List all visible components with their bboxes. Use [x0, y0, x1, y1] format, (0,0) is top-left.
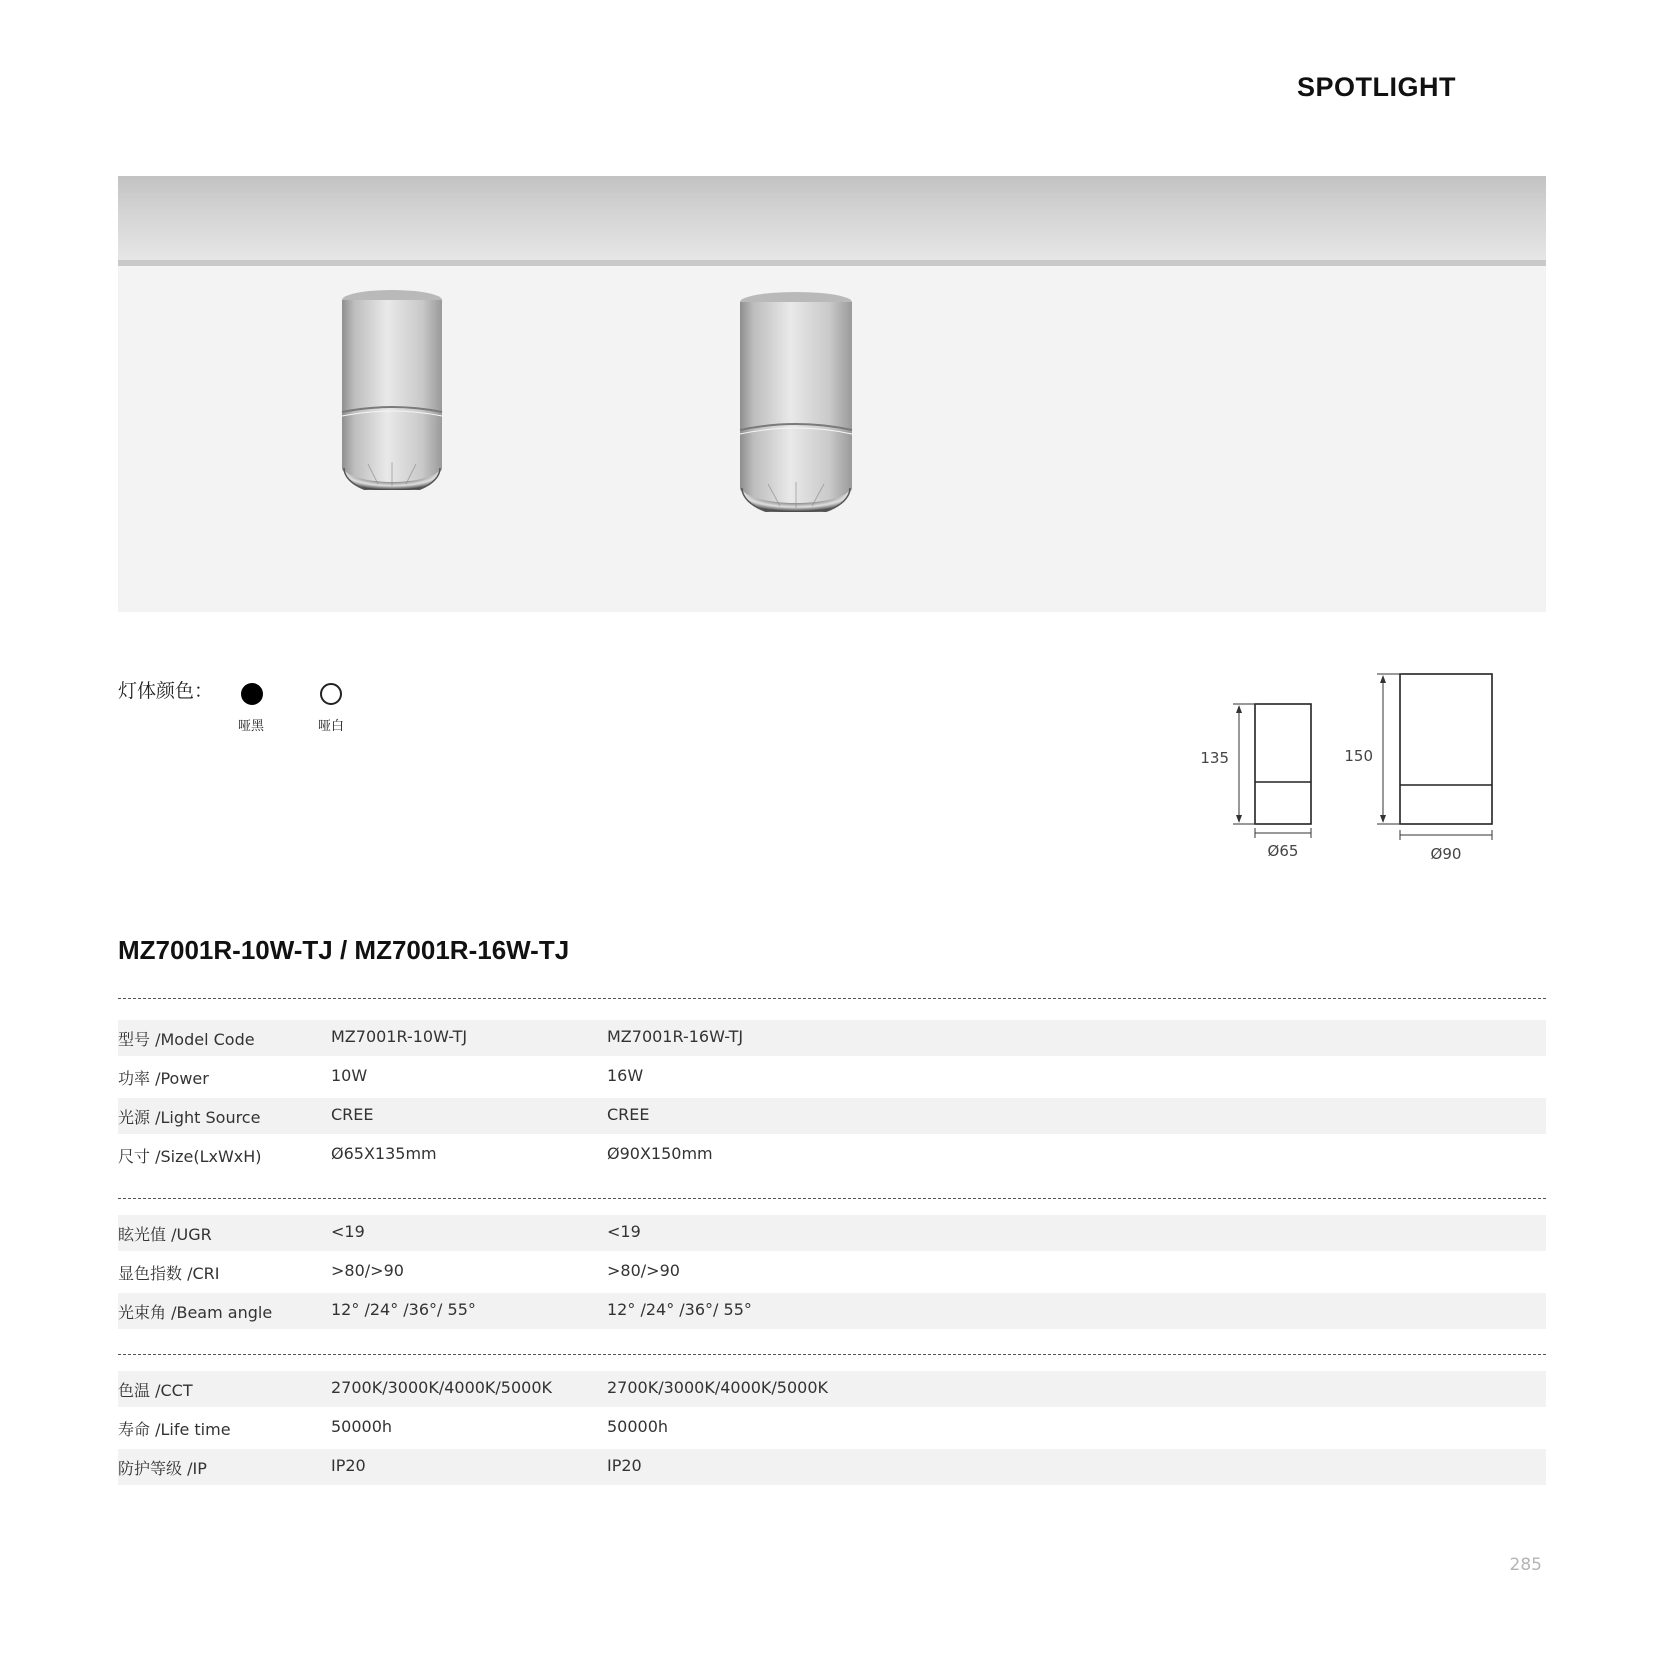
- spec-label: 防护等级 /IP: [118, 1459, 207, 1478]
- spec-row-ip: [118, 1449, 1546, 1485]
- spec-value-10w: 2700K/3000K/4000K/5000K: [331, 1378, 553, 1397]
- ceiling-strip: [118, 176, 1546, 260]
- spec-value-16w: >80/>90: [607, 1261, 680, 1280]
- spec-value-10w: CREE: [331, 1105, 374, 1124]
- dimension-small-diameter: Ø65: [1267, 842, 1299, 860]
- spec-row-cri: [118, 1254, 1546, 1290]
- spec-value-10w: MZ7001R-10W-TJ: [331, 1027, 468, 1046]
- spec-label: 色温 /CCT: [118, 1381, 193, 1400]
- spec-row-light-source: [118, 1098, 1546, 1134]
- spotlight-16w-image: [736, 290, 858, 512]
- model-heading: MZ7001R-10W-TJ / MZ7001R-16W-TJ: [118, 935, 570, 965]
- spec-value-10w: 50000h: [331, 1417, 393, 1436]
- spec-row-ugr: [118, 1215, 1546, 1251]
- spec-value-10w: 10W: [331, 1066, 368, 1085]
- ceiling-edge: [118, 260, 1546, 266]
- spec-row-cct: [118, 1371, 1546, 1407]
- spec-value-10w: Ø65X135mm: [331, 1144, 437, 1163]
- divider: [118, 998, 1546, 999]
- spec-label: 显色指数 /CRI: [118, 1264, 220, 1283]
- spec-label: 寿命 /Life time: [118, 1420, 231, 1439]
- color-swatch-black-label: 哑黑: [238, 719, 265, 734]
- dimension-large-diameter: Ø90: [1430, 845, 1462, 863]
- spec-value-16w: 2700K/3000K/4000K/5000K: [607, 1378, 829, 1397]
- spec-value-16w: MZ7001R-16W-TJ: [607, 1027, 744, 1046]
- spec-value-16w: Ø90X150mm: [607, 1144, 713, 1163]
- spec-row-model-code: [118, 1020, 1546, 1056]
- color-swatch-white: [320, 683, 342, 705]
- spec-value-16w: 50000h: [607, 1417, 669, 1436]
- spec-value-16w: CREE: [607, 1105, 650, 1124]
- dimension-large-height: 150: [1344, 747, 1373, 765]
- color-swatch-white-label: 哑白: [318, 719, 345, 734]
- dimension-figure-large: [1344, 674, 1492, 863]
- spec-label: 光源 /Light Source: [118, 1108, 261, 1127]
- spec-label: 型号 /Model Code: [118, 1030, 255, 1049]
- spec-label: 光束角 /Beam angle: [118, 1303, 273, 1322]
- product-photo: [118, 176, 1546, 612]
- spec-value-10w: 12° /24° /36°/ 55°: [331, 1300, 476, 1319]
- color-swatch-black: [241, 683, 263, 705]
- spec-value-10w: IP20: [331, 1456, 366, 1475]
- spec-row-life-time: [118, 1410, 1546, 1446]
- spec-value-16w: 12° /24° /36°/ 55°: [607, 1300, 752, 1319]
- spec-row-beam-angle: [118, 1293, 1546, 1329]
- spec-label: 尺寸 /Size(LxWxH): [118, 1147, 262, 1166]
- spec-value-10w: <19: [331, 1222, 365, 1241]
- divider: [118, 1198, 1546, 1199]
- dimension-small-height: 135: [1200, 749, 1229, 767]
- spec-row-size: [118, 1137, 1546, 1173]
- spec-label: 功率 /Power: [118, 1069, 209, 1088]
- spec-row-power: [118, 1059, 1546, 1095]
- body-color-label: 灯体颜色：: [118, 680, 214, 702]
- dimension-figure-small: [1200, 704, 1311, 860]
- spec-value-10w: >80/>90: [331, 1261, 404, 1280]
- spec-value-16w: 16W: [607, 1066, 644, 1085]
- page-number: 285: [1509, 1555, 1542, 1575]
- spotlight-10w-image: [338, 288, 448, 490]
- spec-value-16w: IP20: [607, 1456, 642, 1475]
- divider: [118, 1354, 1546, 1355]
- spec-value-16w: <19: [607, 1222, 641, 1241]
- dimension-drawing: [1195, 668, 1525, 868]
- section-title: SPOTLIGHT: [1297, 72, 1456, 102]
- spec-label: 眩光值 /UGR: [118, 1225, 212, 1244]
